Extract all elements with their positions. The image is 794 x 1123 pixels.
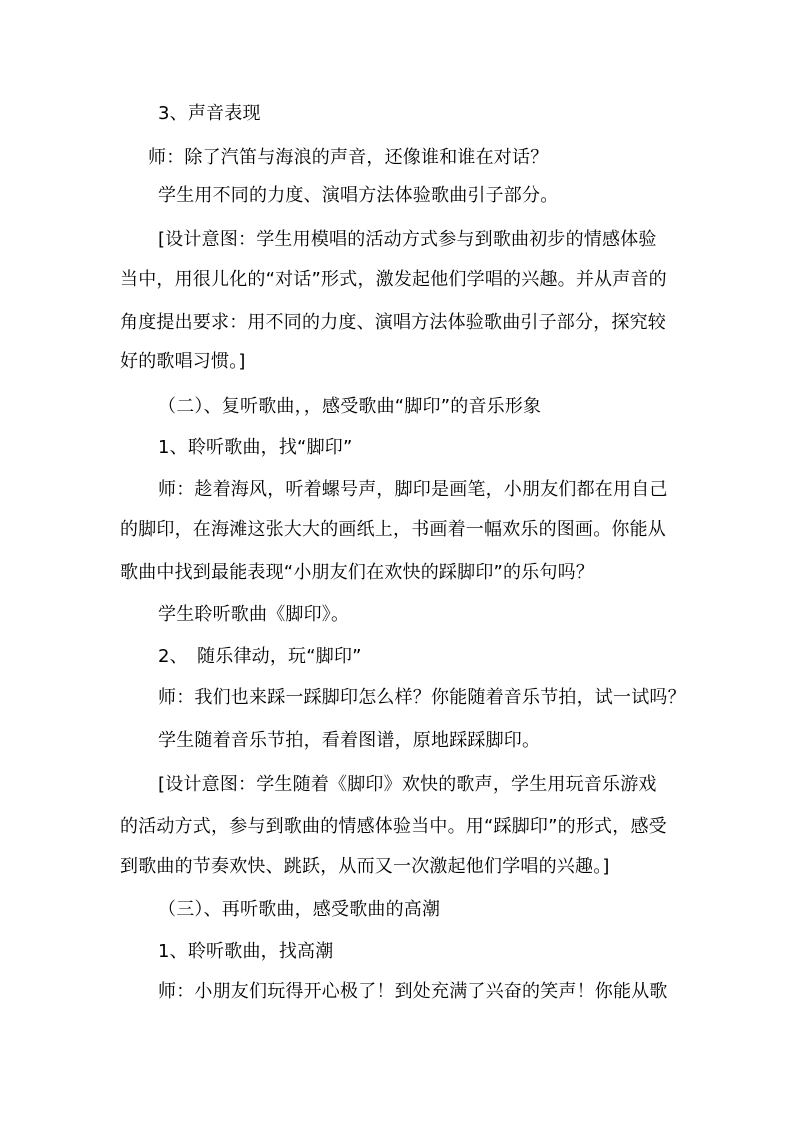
design-intent-line: 好的歌唱习惯。] <box>120 351 246 372</box>
design-intent-line: 当中，用很儿化的“对话”形式，激发起他们学唱的兴趣。并从声音的 <box>120 269 667 290</box>
subheading: 2、 随乐律动，玩“脚印” <box>158 646 362 667</box>
design-intent-line: [设计意图：学生用模唱的活动方式参与到歌曲初步的情感体验 <box>158 229 657 250</box>
section-heading-3: （三）、再听歌曲，感受歌曲的高潮 <box>158 899 441 920</box>
paragraph-line: 师：除了汽笛与海浪的声音，还像谁和谁在对话？ <box>148 147 549 168</box>
paragraph-line: 师：我们也来踩一踩脚印怎么样？你能随着音乐节拍，试一试吗？ <box>158 687 686 708</box>
design-intent-line: [设计意图：学生随着《脚印》欢快的歌声，学生用玩音乐游戏 <box>158 774 657 795</box>
subheading: 1、聆听歌曲，找“脚印” <box>158 437 353 458</box>
paragraph-line: 师：小朋友们玩得开心极了！到处充满了兴奋的笑声！你能从歌 <box>158 981 668 1002</box>
subheading: 1、聆听歌曲，找高潮 <box>158 941 334 962</box>
paragraph-line: 的脚印，在海滩这张大大的画纸上，书画着一幅欢乐的图画。你能从 <box>120 519 666 540</box>
design-intent-line: 的活动方式，参与到歌曲的情感体验当中。用“踩脚印”的形式，感受 <box>120 816 667 837</box>
paragraph-line: 学生随着音乐节拍，看着图谱，原地踩踩脚印。 <box>158 730 541 751</box>
paragraph-line: 学生聆听歌曲《脚印》。 <box>158 604 350 625</box>
design-intent-line: 到歌曲的节奏欢快、跳跃，从而又一次激起他们学唱的兴趣。] <box>120 856 610 877</box>
paragraph-line: 师：趁着海风，听着螺号声，脚印是画笔，小朋友们都在用自己 <box>158 479 668 500</box>
section-heading-2: （二）、复听歌曲，，感受歌曲“脚印”的音乐形象 <box>158 396 542 417</box>
paragraph-line: 学生用不同的力度、演唱方法体验歌曲引子部分。 <box>158 185 559 206</box>
design-intent-line: 角度提出要求：用不同的力度、演唱方法体验歌曲引子部分，探究较 <box>120 312 666 333</box>
section-heading-sound: 3、声音表现 <box>158 103 261 124</box>
paragraph-line: 歌曲中找到最能表现“小朋友们在欢快的踩脚印”的乐句吗？ <box>120 562 595 583</box>
